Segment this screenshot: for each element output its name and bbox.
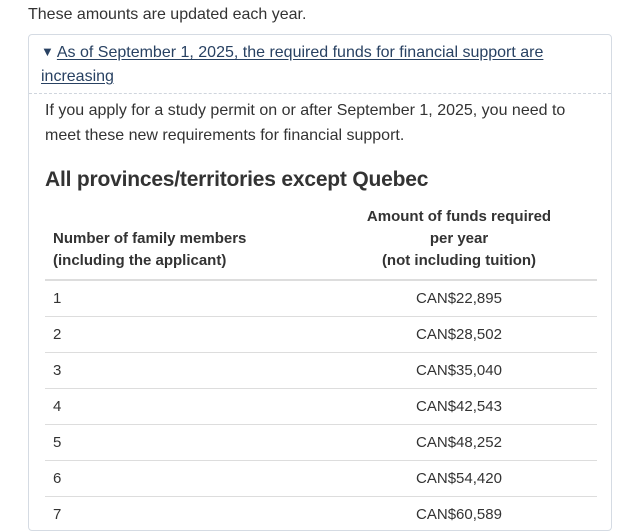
financial-support-details xyxy=(28,34,612,531)
header-members-line2: (including the applicant) xyxy=(53,252,227,269)
header-amount-required xyxy=(321,206,597,280)
table-row xyxy=(45,461,597,497)
row-members: 7 xyxy=(45,497,321,532)
header-amount-line1: Amount of funds required xyxy=(366,208,552,225)
row-members: 1 xyxy=(45,280,321,317)
table-row xyxy=(45,389,597,425)
table-row xyxy=(45,497,597,532)
intro-text: These amounts are updated each year. xyxy=(28,6,307,23)
table-row xyxy=(45,280,597,317)
row-amount: CAN$42,543 xyxy=(321,389,597,425)
table-row xyxy=(45,317,597,353)
row-members: 5 xyxy=(45,425,321,461)
table-header-row xyxy=(45,206,597,280)
row-amount: CAN$22,895 xyxy=(321,280,597,317)
details-summary-link[interactable]: As of September 1, 2025, the required funds for financial support are increasing xyxy=(41,44,544,85)
header-amount-line2: per year xyxy=(429,230,489,247)
summary-divider xyxy=(29,93,611,94)
details-body-text: If you apply for a study permit on or after September 1, 2025, you need to meet these new requirements for financial support. xyxy=(45,102,566,144)
header-amount-line3: (not including tuition) xyxy=(381,252,537,269)
section-heading: All provinces/territories except Quebec xyxy=(45,168,429,191)
header-family-members xyxy=(45,206,321,280)
row-members: 2 xyxy=(45,317,321,353)
table-row xyxy=(45,353,597,389)
expanded-triangle-icon: ▼ xyxy=(41,44,54,59)
row-amount: CAN$35,040 xyxy=(321,353,597,389)
row-amount: CAN$48,252 xyxy=(321,425,597,461)
row-members: 6 xyxy=(45,461,321,497)
details-summary-toggle[interactable] xyxy=(29,35,611,89)
row-members: 4 xyxy=(45,389,321,425)
row-members: 3 xyxy=(45,353,321,389)
header-members-line1: Number of family members xyxy=(53,230,247,247)
funds-table xyxy=(45,206,597,531)
row-amount: CAN$54,420 xyxy=(321,461,597,497)
row-amount: CAN$60,589 xyxy=(321,497,597,532)
table-row xyxy=(45,425,597,461)
row-amount: CAN$28,502 xyxy=(321,317,597,353)
